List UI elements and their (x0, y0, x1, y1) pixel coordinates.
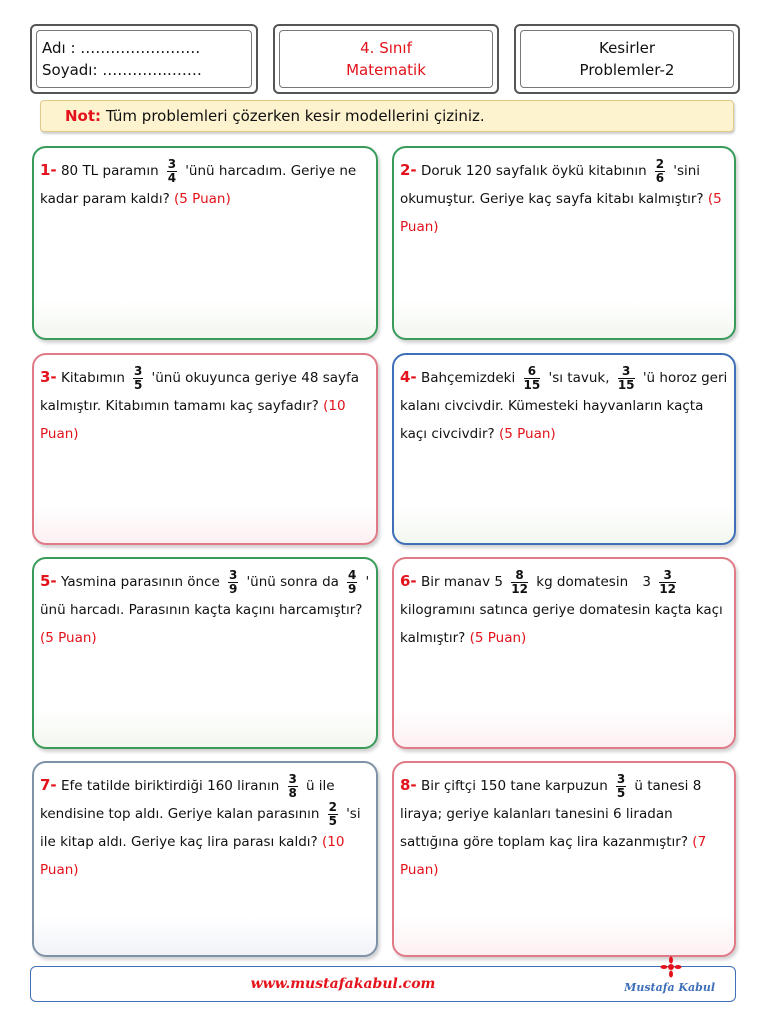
topic-box (514, 24, 740, 94)
note-text: Tüm problemleri çözerken kesir modellerini çiziniz. (105, 107, 485, 125)
question-text: Bir çiftçi 150 tane karpuzun (420, 778, 608, 794)
question-text: Bir manav 5 (420, 574, 503, 590)
fraction: $\frac{3}{12}$ (659, 567, 677, 596)
question-text: ' ünü harcadı. Parasının kaçta kaçını harcamıştır? (40, 574, 370, 618)
question-number: 1- (40, 161, 57, 179)
surname-field[interactable]: Soyadı: …………..…… (42, 61, 202, 79)
points-label: (5 Puan) (469, 630, 527, 646)
question-number: 6- (400, 572, 417, 590)
question-text: 'ünü sonra da (246, 574, 339, 590)
grade-label: 4. Sınıf (360, 39, 412, 57)
question-text: 'ü horoz geri kalanı civcivdir. Kümesteki hayvanların kaçta kaçı civcivdir? (400, 370, 728, 442)
footer-bar (30, 966, 736, 1002)
question-card-2[interactable] (392, 146, 736, 340)
question-text: Efe tatilde biriktirdiği 160 liranın (60, 778, 280, 794)
points-label: (5 Puan) (498, 426, 556, 442)
fraction: $\frac{8}{12}$ (511, 567, 528, 596)
question-card-4[interactable] (392, 353, 736, 545)
name-field[interactable]: Adı : …………………… (42, 39, 201, 57)
question-text: kilogramını satınca geriye domatesin kaçta kaçı kalmıştır? (400, 602, 723, 646)
fraction: $\frac{6}{15}$ (523, 363, 541, 392)
question-text: 'sı tavuk, (548, 370, 610, 386)
flower-logo-icon (659, 955, 683, 979)
question-number: 2- (400, 161, 417, 179)
question-text: ü tanesi 8 liraya; geriye kalanları tanesini 6 liradan sattığına göre toplam kaç lira kazanmıştır? (400, 778, 702, 850)
fraction: $\frac{3}{8}$ (288, 771, 297, 800)
question-card-3[interactable] (32, 353, 378, 545)
points-label: (5 Puan) (40, 630, 97, 646)
question-number: 8- (400, 776, 417, 794)
points-label: (10 Puan) (40, 834, 345, 878)
question-number: 7- (40, 776, 57, 794)
question-text: Doruk 120 sayfalık öykü kitabının (420, 163, 647, 179)
question-text: 'ünü harcadım. Geriye ne kadar param kaldı? (40, 163, 357, 207)
fraction: $\frac{2}{5}$ (328, 799, 337, 828)
question-text: 'sini okumuştur. Geriye kaç sayfa kitabı kalmıştır? (400, 163, 704, 207)
website-link[interactable]: www.mustafakabul.com (250, 976, 436, 992)
points-label: (5 Puan) (174, 191, 231, 207)
fraction: $\frac{3}{15}$ (617, 363, 635, 392)
question-text: Yasmina parasının önce (60, 574, 220, 590)
question-text: kg domatesin (536, 574, 629, 590)
student-info-box (30, 24, 258, 94)
question-text: 'si ile kitap aldı. Geriye kaç lira parası kaldı? (40, 806, 361, 850)
fraction: $\frac{3}{5}$ (134, 363, 143, 392)
fraction: $\frac{3}{4}$ (167, 156, 177, 185)
topic-subtitle: Problemler-2 (579, 61, 675, 79)
question-card-5[interactable] (32, 557, 378, 749)
question-text: Bahçemizdeki (420, 370, 516, 386)
question-card-6[interactable] (392, 557, 736, 749)
points-label: (5 Puan) (400, 191, 722, 235)
topic-title: Kesirler (598, 39, 656, 57)
note-label: Not: (65, 107, 102, 125)
fraction: $\frac{4}{9}$ (348, 567, 357, 596)
grade-box (273, 24, 499, 94)
question-card-1[interactable] (32, 146, 378, 340)
question-card-8[interactable] (392, 761, 736, 957)
fraction: $\frac{3}{5}$ (616, 771, 626, 800)
question-card-7[interactable] (32, 761, 378, 957)
points-label: (10 Puan) (40, 398, 346, 442)
points-label: (7 Puan) (400, 834, 707, 878)
subject-label: Matematik (346, 61, 426, 79)
fraction: $\frac{2}{6}$ (655, 156, 665, 185)
question-number: 4- (400, 368, 417, 386)
question-text: ü ile kendisine top aldı. Geriye kalan parasının (40, 778, 335, 822)
question-text: 80 TL paramın (60, 163, 159, 179)
author-signature: Mustafa Kabul (624, 981, 715, 994)
instruction-note (40, 100, 734, 132)
question-text: 'ünü okuyunca geriye 48 sayfa kalmıştır. Kitabımın tamamı kaç sayfadır? (40, 370, 360, 414)
fraction: $\frac{3}{9}$ (228, 567, 238, 596)
question-number: 5- (40, 572, 57, 590)
mixed-whole: 3 (642, 574, 652, 590)
question-number: 3- (40, 368, 57, 386)
question-text: Kitabımın (60, 370, 125, 386)
